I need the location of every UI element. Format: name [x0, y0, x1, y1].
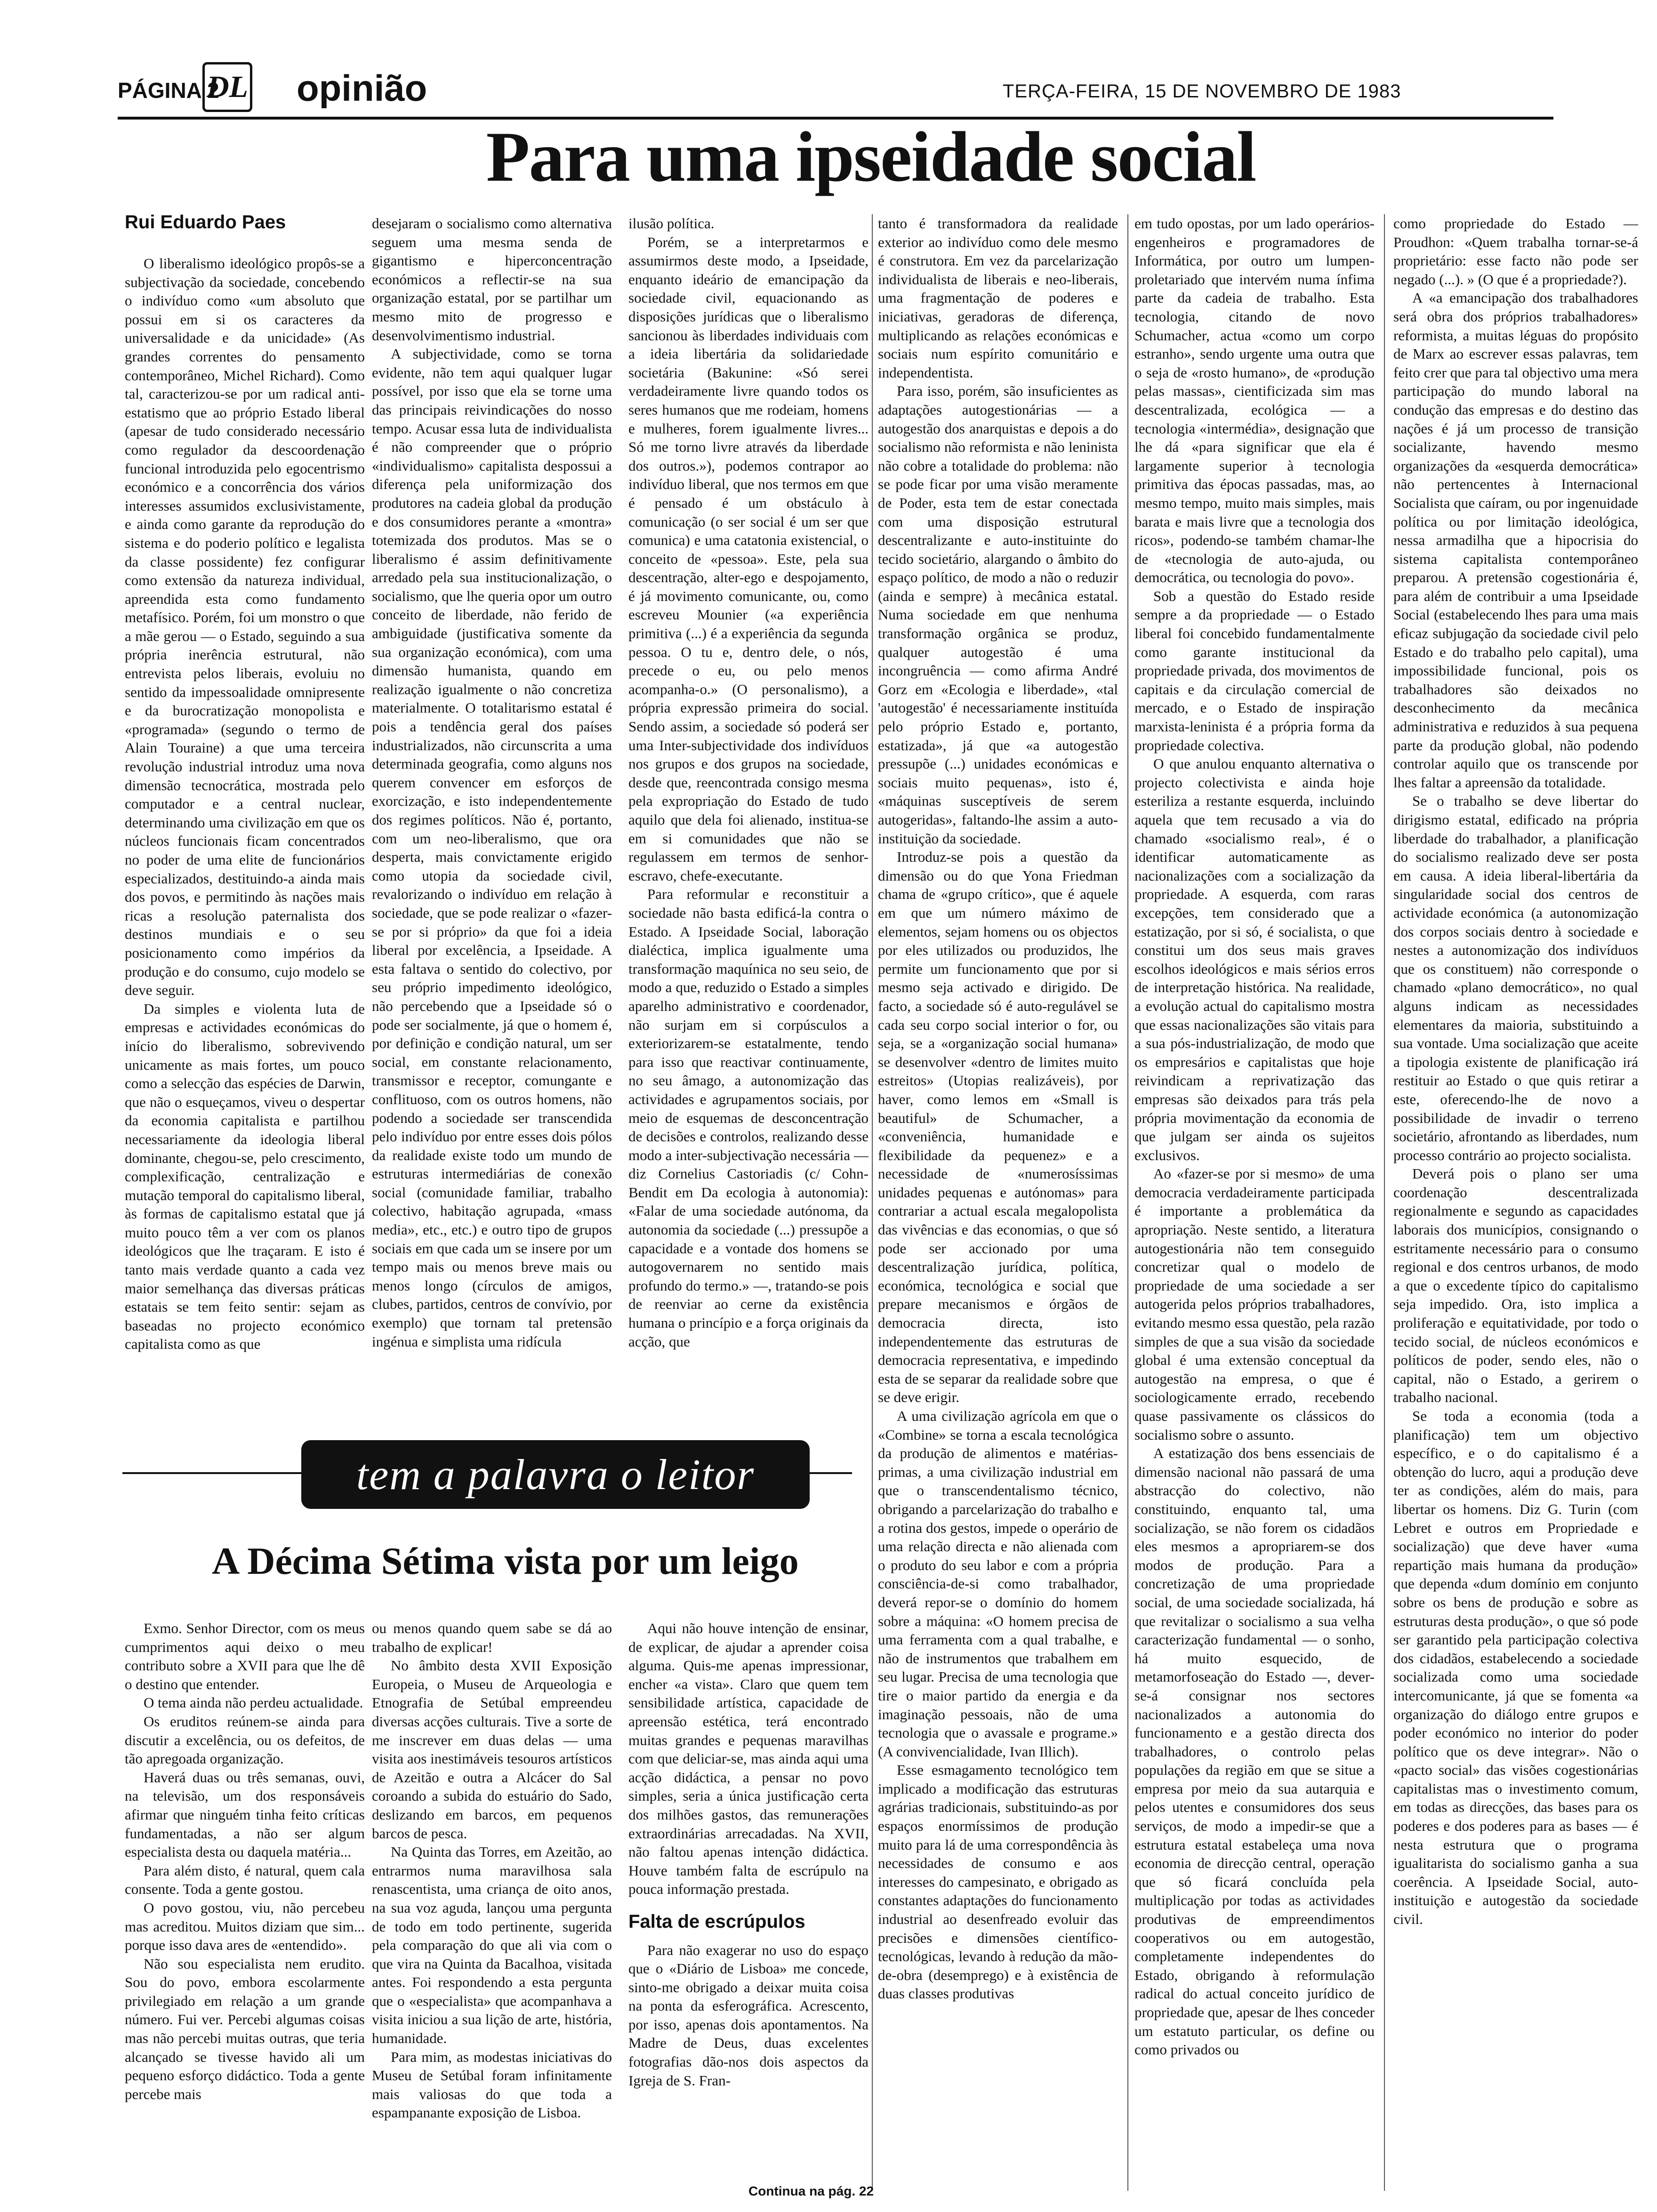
article-column-6 [1393, 214, 1638, 2191]
paragraph: O povo gostou, viu, não percebeu mas acreditou. Muitos diziam que sim... porque isso dava ares de «entendido». [125, 1899, 365, 1954]
article-column-2 [372, 214, 612, 1426]
paragraph: Para reformular e reconstituir a sociedade não basta edificá-la contra o Estado. A Ipseidade Social, laboração dialéctica, implica igualmente uma transformação maquínica no seu seio, de modo a que, reduzido o Estado a simples aparelho administrativo e coordenador, não surjam em si corpúsculos a exteriorizarem-se estatalmente, tendo para isso que reactivar continuamente, no seu âmago, a autonomização das actividades e agrupamentos sociais, por meio de esquemas de desconcentração de decisões e controlos, realizando desse modo a inter-subjectivação necessária — diz Cornelius Castoriadis (c/ Cohn-Bendit em Da ecologia à autonomia): «Falar de uma sociedade autónoma, da autonomia da sociedade (...) pressupõe a capacidade e a vontade dos homens se autogovernarem no sentido mais profundo do termo.» —, tratando-se pois de reenviar ao cerne da existência humana o princípio e a força originais da acção, que [628, 886, 869, 1350]
paragraph: Introduz-se pois a questão da dimensão ou do que Yona Friedman chama de «grupo crítico», que é aquele em que um número máximo de elementos, sejam homens ou os objectos por eles utilizados ou produzidos, lhe permite um funcionamento que por si mesmo seja activado e dirigido. De facto, a sociedade só é auto-regulável se cada seu corpo social interior o for, ou seja, se a «organização social humana» se desenvolver «dentro de limites muito estreitos» (Utopias realizáveis), por haver, como lemos em «Small is beautiful» de Schumacher, a «conveniência, humanidade e flexibilidade da pequenez» e a necessidade de «numerosíssimas unidades pequenas e autónomas» para contrariar a actual escala megalopolista das vivências e das economias, o que só pode ser accionado por uma descentralização jurídica, política, económica, tecnológica e social que prepare mecanismos e órgãos de democracia directa, isto independentemente das estruturas de democracia representativa, e impedindo esta de se separar da realidade sobre que se deve erigir. [878, 849, 1118, 1406]
letter-subhead: Falta de escrúpulos [628, 1911, 805, 1932]
paragraph: Para além disto, é natural, quem cala consente. Toda a gente gostou. [125, 1862, 365, 1898]
paragraph: Esse esmagamento tecnológico tem implicado a modificação das estruturas agrárias tradicionais, substituindo-as por espaços enormíssimos de produção muito para lá de uma correspondência às necessidades de consumo e aos interesses do campesinato, e obrigado as constantes adaptações do funcionamento industrial ao desenfreado evoluir das precisões e dimensões científico-tecnológicas, levando à redução da mão-de-obra (desemprego) e à existência de duas classes produtivas [878, 1762, 1118, 2002]
paragraph: O liberalismo ideológico propôs-se a subjectivação da sociedade, concebendo o indivíduo como «um absoluto que possui em si os caracteres da universalidade e da unicidade» (As grandes correntes do pensamento contemporâneo, Michel Richard). Como tal, caracterizou-se por um radical anti-estatismo que ao próprio Estado liberal (apesar de tudo considerado necessário como regulador da descoordenação funcional introduzida pelo egocentrismo económico e a concorrência dos vários interesses assumidos exclusivistamente, e ainda como garante da reprodução do sistema e do poderio político e legalista da classe possidente) fez configurar como extensão da natureza individual, apreendida esta como fundamento metafísico. Porém, foi um monstro o que a mãe gerou — o Estado, seguindo a sua própria inerência estrutural, não entrevista pelos liberais, evoluiu no sentido da impessoalidade omnipresente e da burocratização monopolista e «programada» (segundo o termo de Alain Touraine) a que uma terceira revolução industrial introduz uma nova dimensão tecnocrática, mostrada pelo computador e a central nuclear, determinando uma civilização em que os núcleos funcionais ficam concentrados no poder de uma elite de funcionários especializados, destituindo-a ainda mais dos povos, e permitindo às nações mais ricas a resolução paternalista dos destinos mundiais e o seu posicionamento como impérios da produção e do consumo, cujo modelo se deve seguir. [125, 255, 365, 999]
article-column-1 [125, 254, 365, 1426]
logo-mark: DL [202, 62, 252, 112]
article-column-3 [628, 214, 869, 1426]
section-title: opinião [297, 67, 427, 109]
letter-column-2 [372, 1619, 612, 2188]
paragraph: Os eruditos reúnem-se ainda para discutir a excelência, ou os defeitos, de tão apregoada organização. [125, 1713, 365, 1767]
article-column-5 [1134, 214, 1375, 2191]
article-column-4 [878, 214, 1118, 2191]
paragraph: Para não exagerar no uso do espaço que o «Diário de Lisboa» me concede, sinto-me obrigado a deixar muita coisa na ponta da esferográfica. Acrescento, por isso, apenas dois apontamentos. Na Madre de Deus, duas excelentes fotografias dão-nos dois aspectos da Igreja de S. Fran- [628, 1941, 869, 2089]
column-rule [1384, 214, 1385, 2191]
letter-headline: A Décima Sétima vista por um leigo [212, 1539, 799, 1582]
paragraph: ilusão política. [628, 215, 715, 232]
paragraph: Haverá duas ou três semanas, ouvi, na televisão, um dos responsáveis afirmar que ninguém tinha feito críticas fundamentadas, a não ser algum especialista desta ou daquela matéria... [125, 1769, 365, 1860]
paragraph: desejaram o socialismo como alternativa seguem uma mesma senda de gigantismo e hiperconcentração económicos a reflectir-se na sua organização estatal, por se partilhar um mesmo mito de progresso e desenvolvimentismo industrial. [372, 215, 612, 344]
paragraph: Não sou especialista nem erudito. Sou do povo, embora escolarmente privilegiado em relação a um grande número. Fui ver. Percebi algumas coisas mas não percebi muitas outras, que teria alcançado se tivesse havido ali um pequeno esforço didáctico. Toda a gente percebe mais [125, 1955, 365, 2102]
paragraph: O que anulou enquanto alternativa o projecto colectivista e ainda hoje esteriliza a restante esquerda, incluindo aquela que tem recusado a via do chamado «socialismo real», é o identificar automaticamente as nacionalizações com a socialização da propriedade. A esquerda, com raras excepções, tem considerado que a estatização, por si só, é socialista, o que constitui um dos seus mais graves escolhos ideológicos e mais sérios erros de interpretação histórica. Na realidade, a evolução actual do capitalismo mostra que essas nacionalizações são vitais para a sua pós-industrialização, de modo que os empresários e capitalistas que hoje reivindicam a reprivatização das empresas são deixados para trás pela própria movimentação da economia de que julgam ser ainda os sujeitos exclusivos. [1134, 755, 1375, 1163]
paragraph: A estatização dos bens essenciais de dimensão nacional não passará de uma abstracção do colectivo, não constituindo, enquanto tal, uma socialização, se não forem os cidadãos eles mesmos a apropriarem-se dos modos de produção. Para a concretização de uma propriedade social, de uma sociedade socializada, há que revitalizar o socialismo a sua velha caracterização fundamental — o sonho, há muito esquecido, de metamorfoseação do Estado —, dever-se-á consignar nos sectores nacionalizados a autonomia do funcionamento e a gestão directa dos trabalhadores, o controlo pelas populações da região em que se situe a empresa por meio da sua autarquia e pelos utentes e consumidores dos seus serviços, de modo a impedir-se que a estrutura estatal estabeleça uma nova economia de direcção central, operação que só ficará concluída pela multiplicação por todas as actividades produtivas de empreendimentos cooperativos ou em autogestão, completamente independentes do Estado, obrigando à reformulação radical do actual conceito jurídico de propriedade que, apesar de lhes conceder um estatuto particular, os define ou como privados ou [1134, 1445, 1375, 2058]
paragraph: Exmo. Senhor Director, com os meus cumprimentos aqui deixo o meu contributo sobre a XVII para que lhe dê o destino que entender. [125, 1620, 365, 1692]
paragraph: Ao «fazer-se por si mesmo» de uma democracia verdadeiramente participada é importante a problemática da apropriação. Neste sentido, a literatura autogestionária não tem conseguido concretizar qual o modelo de propriedade de uma sociedade a ser autogerida pelos próprios trabalhadores, evitando mesmo essa questão, pela razão simples de que a sua visão da sociedade global é uma extensão conceptual da autogestão na empresa, o que é sociologicamente errado, recebendo quase passivamente os clássicos do socialismo sobre o assunto. [1134, 1165, 1375, 1443]
paragraph: como propriedade do Estado — Proudhon: «Quem trabalha tornar-se-á proprietário: esse facto não pode ser negado (...). » (O que é a propriedade?). [1393, 215, 1638, 288]
column-rule [872, 214, 873, 2191]
section-banner: tem a palavra o leitor [301, 1440, 810, 1509]
paragraph: Se o trabalho se deve libertar do dirigismo estatal, edificado na própria liberdade do trabalhador, a planificação do socialismo realizado deve ser posta em causa. A ideia liberal-libertária da singularidade social dos centros de actividade económica (a autonomização dos corpos sociais dentro à sociedade e nestes a autonomização dos indivíduos que os constituem) não corresponde o chamado «plano democrático», no qual alguns indicam as necessidades elementares da maioria, substituindo a sua vontade. Uma socialização que aceite a tipologia existente de planificação irá restituir ao Estado o que quis retirar a este, oferecendo-lhe de novo a possibilidade de invadir o terreno societário, afrontando as liberdades, num processo contrário ao projecto socialista. [1393, 793, 1638, 1163]
paragraph: A subjectividade, como se torna evidente, não tem aqui qualquer lugar possível, por isso que ela se torne uma das principais reivindicações do nosso tempo. Acusar essa luta de individualista é não compreender que o próprio «individualismo» capitalista despossui a diferença pela uniformização dos produtores na cadeia global da produção e dos consumidores perante a «montra» totemizada dos produtos. Mas se o liberalismo é assim definitivamente arredado pela sua institucionalização, o socialismo, que lhe queria opor um outro conceito de liberdade, não ferido de ambiguidade (justificativa somente da sua organização económica), com uma dimensão humanista, quando em realização igualmente o não concretiza materialmente. O totalitarismo estatal é pois a tendência geral dos países industrializados, não circunscrita a uma determinada geografia, como alguns nos querem convencer em esforços de exorcização, e isto independentemente dos regimes políticos. Não é, portanto, com um neo-liberalismo, que ora desperta, mais convictamente erigido como utopia da sociedade civil, revalorizando o indivíduo em relação à sociedade, que se pode realizar o «fazer-se por si próprio» da que foi a ideia liberal por excelência, a Ipseidade. A esta faltava o sentido do colectivo, por seu próprio impedimento ideológico, não percebendo que a Ipseidade só o pode ser socialmente, já que o homem é, por definição e condição natural, um ser social, em constante relacionamento, transmissor e receptor, comungante e conflituoso, com os outros homens, não podendo a sociedade ser transcendida pelo indivíduo por entre esses dois pólos da realidade existe todo um mundo de estruturas intermediárias de conexão social (comunidade familiar, trabalho colectivo, habitação agrupada, «mass media», etc., etc.) e outro tipo de grupos sociais em que cada um se insere por um tempo mais ou menos breve mais ou menos longo (círculos de amigos, clubes, partidos, centros de convívio, por exemplo) que tornam tal pretensão ingénua e simplista uma ridícula [372, 345, 612, 1350]
paragraph: No âmbito desta XVII Exposição Europeia, o Museu de Arqueologia e Etnografia de Setúbal empreendeu diversas acções culturais. Tive a sorte de me inscrever em duas delas — uma visita aos inestimáveis tesouros artísticos de Azeitão e outra a Alcácer do Sal coroando a subida do estuário do Sado, deslizando em barcos, em pequenos barcos de pesca. [372, 1657, 612, 1842]
paragraph: Sob a questão do Estado reside sempre a da propriedade — o Estado liberal foi concebido fundamentalmente como garante institucional da propriedade privada, dos movimentos de capitais e da circulação comercial de mercado, e o Estado de inspiração marxista-leninista é a própria forma da propriedade colectiva. [1134, 587, 1375, 753]
paragraph: Na Quinta das Torres, em Azeitão, ao entrarmos numa maravilhosa sala renascentista, uma criança de oito anos, na sua voz aguda, lançou uma pergunta de todo em todo pertinente, sugerida pela comparação do que ali via com o que vira na Quinta da Bacalhoa, visitada antes. Foi respondendo a esta pergunta que o «especialista» que acompanhava a visita iniciou a sua lição de arte, história, humanidade. [372, 1843, 612, 2047]
paragraph: Aqui não houve intenção de ensinar, de explicar, de ajudar a aprender coisa alguma. Quis-me apenas impressionar, encher «a vista». Claro que quem tem sensibilidade artística, capacidade de apreensão estética, terá encontrado muitas grandes e pequenas maravilhas com que deliciar-se, mas ainda aqui uma acção didáctica, a pensar no povo simples, seria a única justificação certa dos milhões gastos, das remunerações extraordinárias arrecadadas. Na XVII, não faltou apenas intenção didáctica. Houve também falta de escrúpulo na pouca informação prestada. [628, 1620, 869, 1898]
paragraph: O tema ainda não perdeu actualidade. [144, 1694, 363, 1711]
issue-date: TERÇA-FEIRA, 15 DE NOVEMBRO DE 1983 [1003, 81, 1401, 102]
article-headline: Para uma ipseidade social [486, 117, 1256, 196]
paragraph: Para mim, as modestas iniciativas do Museu de Setúbal foram infinitamente mais valiosas do que toda a espampanante exposição de Lisboa. [372, 2048, 612, 2121]
paragraph: tanto é transformadora da realidade exterior ao indivíduo como dele mesmo é construtora. Em vez da parcelarização individualista de liberais e neo-liberais, uma fragmentação de poderes e iniciativas, geradoras de diferença, multiplicando as relações económicas e sociais num espírito comunitário e independentista. [878, 215, 1118, 381]
page-number: PÁGINA 2 [118, 78, 219, 103]
newspaper-logo [202, 61, 292, 113]
paragraph: em tudo opostas, por um lado operários-engenheiros e programadores de Informática, por outro um lumpen-proletariado que intervém numa ínfima parte da cadeia de trabalho. Esta tecnologia, citando de novo Schumacher, actua «como um corpo estranho», sendo urgente uma outra que o seja de «rosto humano», de «produção pelas massas», cientificizada sim mas descentralizada, ecológica — a tecnologia «intermédia», designação que lhe dá «para significar que ela é largamente superior à tecnologia primitiva das épocas passadas, mas, ao mesmo tempo, muito mais simples, mais barata e mais livre que a tecnologia dos ricos», podendo-se também chamar-lhe de «tecnologia de auto-ajuda, ou democrática, ou tecnologia do povo». [1134, 215, 1375, 586]
continued-note: Continua na pág. 22 [748, 2184, 874, 2198]
paragraph: Se toda a economia (toda a planificação) tem um objectivo específico, e o do capitalismo é a obtenção do lucro, aqui a produção deve ter as condições, além do mais, para libertar os homens. Diz G. Turin (com Lebret e outros em Propriedade e socialização) que deve haver «uma repartição mais humana da produção» que dependa «dum domínio em conjunto sobre os bens de produção e sobre as estruturas desta produção», o que só pode ser garantido pela participação colectiva dos cidadãos, estabelecendo a sociedade socializada como uma sociedade intercomunicante, já que se fomenta «a organização do diálogo entre grupos e poder económico no interior do poder político que os deve integrar». Não o «pacto social» das visões cogestionárias capitalistas mas o investimento comum, em todas as direcções, das bases para os poderes e dos poderes para as bases — é nesta estrutura que o programa igualitarista do socialismo ganha a sua coerência. A Ipseidade Social, auto-instituição e autogestão da sociedade civil. [1393, 1408, 1638, 1928]
paragraph: Deverá pois o plano ser uma coordenação descentralizada regionalmente e segundo as capacidades laborais dos municípios, consignando o estritamente necessário para o consumo regional e dos centros urbanos, de modo a que o excedente típico do capitalismo seja impedido. Ora, isto implica a proliferação e equitatividade, por todo o tecido social, de núcleos económicos e políticos de poder, sendo eles, não o capital, não o Estado, a gerirem o trabalho nacional. [1393, 1165, 1638, 1406]
column-rule [1127, 214, 1128, 2191]
paragraph: Porém, se a interpretarmos e assumirmos deste modo, a Ipseidade, enquanto ideário de emancipação da sociedade civil, equacionando as disposições jurídicas que o liberalismo sancionou às liberdades individuais com a ideia libertária da solidariedade societária (Bakunine: «Só serei verdadeiramente livre quando todos os seres humanos que me rodeiam, homens e mulheres, forem igualmente livres... Só me torno livre através da liberdade dos outros.»), podemos contrapor ao indivíduo liberal, que nos termos em que é pensado é um obstáculo à comunicação (o ser social é um ser que comunica) e uma catatonia existencial, o conceito de «pessoa». Este, pela sua descentração, alter-ego e despojamento, é já movimento comunicante, ou, como escreveu Mounier («a experiência primitiva (...) é a experiência da segunda pessoa. O tu e, dentro dele, o nós, precede o eu, ou pelo menos acompanha-o.» (O personalismo), a própria expressão primeira do social. Sendo assim, a sociedade só poderá ser uma Inter-subjectividade dos indivíduos nos grupos e dos grupos na sociedade, desde que, reencontrada consigo mesma pela expropriação do Estado de tudo aquilo que dela foi alienado, institua-se em si comunidades que não se regulassem em termos de senhor-escravo, chefe-executante. [628, 233, 869, 884]
article-byline: Rui Eduardo Paes [125, 212, 286, 232]
letter-column-1 [125, 1619, 365, 2188]
paragraph: ou menos quando quem sabe se dá ao trabalho de explicar! [372, 1620, 612, 1655]
paragraph: A uma civilização agrícola em que o «Combine» se torna a escala tecnológica da produção de alimentos e matérias-primas, a uma civilização industrial em que o transcendentalismo técnico, obrigando a parcelarização do trabalho e a rotina dos gestos, impede o operário de uma relação directa e não alienada com o produto do seu labor e com a própria consciência-de-si como trabalhador, deverá repor-se o domínio do homem sobre a máquina: «O homem precisa de uma ferramenta com a qual trabalhe, e não de instrumentos que trabalhem em seu lugar. Precisa de uma tecnologia que tire o maior partido da energia e da imaginação pessoais, não de uma tecnologia que o avassale e programe.» (A convivencialidade, Ivan Illich). [878, 1408, 1118, 1760]
paragraph: Da simples e violenta luta de empresas e actividades económicas do início do liberalismo, sobrevivendo unicamente as mais fortes, um pouco como a selecção das espécies de Darwin, que não o esqueçamos, viveu o despertar da economia capitalista e partilhou necessariamente da ideologia liberal dominante, chegou-se, pelo crescimento, complexificação, centralização e mutação temporal do capitalismo liberal, às formas de capitalismo estatal que já muito pouco têm a ver com os planos ideológicos que lhe traçaram. E isto é tanto mais verdade quanto a cada vez maior semelhança das diversas práticas estatais se tem feito sentir: sejam as baseadas no projecto económico capitalista como as que [125, 1000, 365, 1353]
paragraph: A «a emancipação dos trabalhadores será obra dos próprios trabalhadores» reformista, a muitas léguas do propósito de Marx ao escrever essas palavras, tem feito crer que para tal objectivo uma mera participação do mundo laboral na condução das empresas e do destino das nações é já um processo de transição socializante, havendo mesmo organizações da «esquerda democrática» não pertencentes à Internacional Socialista que caíram, ou por ingenuidade política ou por limitação ideológica, nessa armadilha que a hipocrisia do sistema capitalista contemporâneo preparou. A pretensão cogestionária é, para além de contribuir a uma Ipseidade Social (estabelecendo lhes para uma mais eficaz subjugação da sociedade civil pelo Estado e do trabalho pelo capital), uma impossibilidade funcional, pois os trabalhadores são deixados no desconhecimento da mecânica administrativa e reduzidos à sua pequena parte da produção global, não podendo controlar aquilo que os transcende por lhes faltar a apreensão da totalidade. [1393, 289, 1638, 791]
paragraph: Para isso, porém, são insuficientes as adaptações autogestionárias — a autogestão dos anarquistas e depois a do socialismo não reformista e não leninista não cobre a totalidade do problema: não se pode ficar por uma visão meramente de Poder, esta tem de estar conectada com uma disposição estrutural descentralizante e auto-instituinte do tecido societário, alargando o âmbito do espaço político, de modo a não o reduzir (ainda e sempre) à mecânica estatal. Numa sociedade em que nenhuma transformação orgânica se produz, qualquer autogestão é uma incongruência — como afirma André Gorz em «Ecologia e liberdade», «tal 'autogestão' é necessariamente instituída pelo próprio Estado e, portanto, estatizada», já que «a autogestão pressupõe (...) unidades económicas e sociais muito pequenas», isto é, «máquinas susceptíveis de serem autogeridas», faltando-lhe assim a auto-instituição da sociedade. [878, 383, 1118, 847]
letter-column-3 [628, 1619, 869, 2188]
